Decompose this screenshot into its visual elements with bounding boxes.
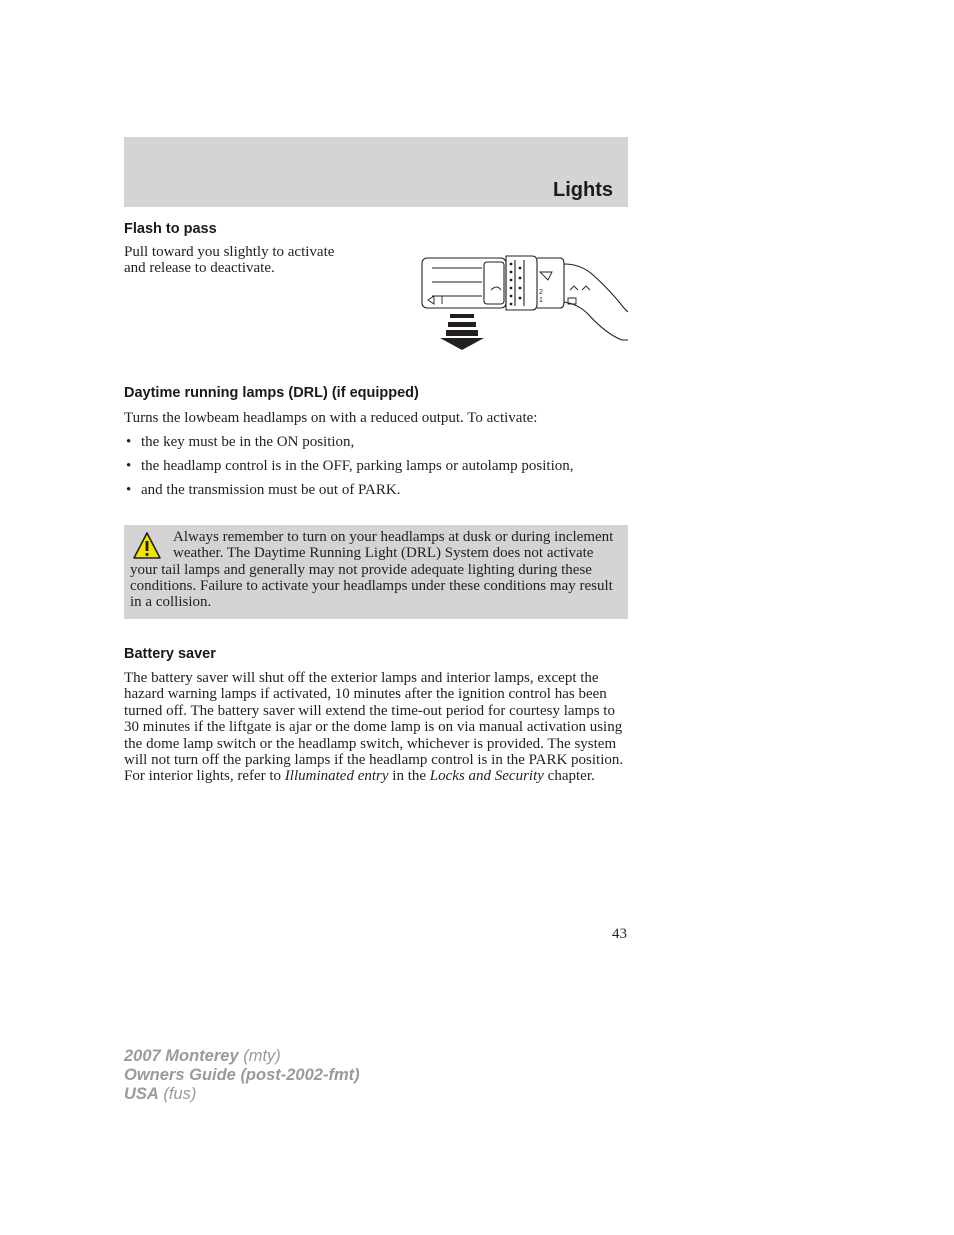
pull-direction-arrow-icon [440,314,484,350]
locks-security-reference: Locks and Security [429,768,544,785]
chapter-title: Lights [553,179,613,201]
warning-box [124,525,628,619]
list-item: • the headlamp control is in the OFF, parking lamps or autolamp position, [126,457,574,474]
flash-to-pass-text: Pull toward you slightly to activate and release to deactivate. [124,244,335,277]
drl-heading: Daytime running lamps (DRL) (if equipped) [124,385,419,401]
wiper-speed-1: 1 [539,297,543,304]
chapter-header [124,137,628,207]
illuminated-entry-reference: Illuminated entry [284,768,389,785]
drl-conditions-list [124,434,628,506]
document-footer: 2007 Monterey (mty) Owners Guide (post-2002-fmt) USA (fus) [124,1047,360,1103]
wiper-speed-2: 2 [539,289,543,296]
warning-text: Always remember to turn on your headlamps at dusk or during inclement weather. The Daytime Running Light (DRL) System does not activate your tail lamps and generally may not provide adequate lighting during these conditions. Failure to activate your headlamps under these conditions may result in a collision. [130,529,614,611]
multifunction-stalk-illustration [420,250,628,356]
stalk-tip [422,258,506,308]
list-item: • and the transmission must be out of PARK. [126,481,401,498]
battery-saver-text: The battery saver will shut off the exterior lamps and interior lamps, except the hazard warning lamps if activated, 10 minutes after the ignition control has been turned off. The battery saver will extend the time-out period for courtesy lamps to 30 minutes if the liftgate is ajar or the dome lamp is on via manual activation using the dome lamp switch or the headlamp switch, whichever is provided. The system will not turn off the parking lamps if the headlamp control is in the PARK position. For interior lights, refer to Illuminated entry in the Locks and Security chapter. [124,670,624,785]
flash-to-pass-heading: Flash to pass [124,221,217,237]
drl-intro: Turns the lowbeam headlamps on with a reduced output. To activate: [124,410,538,426]
page-number: 43 [612,926,627,942]
battery-saver-heading: Battery saver [124,646,216,662]
list-item: • the key must be in the ON position, [126,434,355,450]
